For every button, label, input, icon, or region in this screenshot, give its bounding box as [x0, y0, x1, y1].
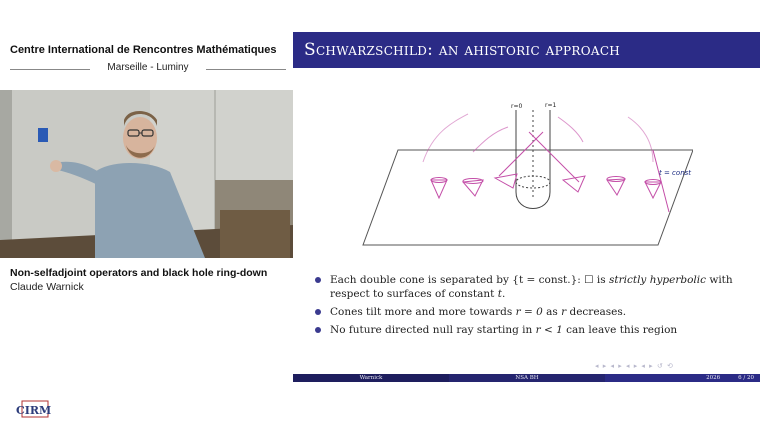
spacetime-diagram: [353, 102, 693, 252]
speaker-video-frame: [0, 90, 293, 258]
talk-title: Non-selfadjoint operators and black hole ring-down: [10, 267, 268, 279]
light-cones: [423, 114, 669, 212]
slide-header: [293, 32, 760, 68]
math-expr: r = 0: [515, 306, 543, 318]
math-expr: {t = const.}: [512, 274, 578, 286]
bullet-1: [315, 273, 755, 301]
hypersurface-plane: [363, 150, 693, 245]
math-expr: r < 1: [535, 324, 563, 336]
presentation-slide: [293, 32, 760, 382]
bullet-text: Cones tilt more and more towards: [330, 306, 516, 318]
beamer-nav-icons[interactable]: ◂ ▸ ◂ ▸ ◂ ▸ ◂ ▸ ↺ ⟲: [595, 362, 674, 370]
bullet-text: with respect to surfaces of constant: [330, 274, 733, 300]
bullet-text: can leave this region: [562, 324, 678, 336]
footer-right: [605, 374, 760, 382]
slide-title: Schwarzschild: an ahistoric approach: [304, 40, 621, 60]
speaker-name: Claude Warnick: [10, 281, 84, 293]
bullet-dot: [315, 327, 321, 333]
bullet-text: No future directed null ray starting in: [330, 324, 536, 336]
bullet-text: .: [501, 288, 506, 300]
cylinder: [516, 110, 550, 209]
footer-author: Warnick: [293, 374, 449, 382]
speaker-video[interactable]: [0, 90, 293, 258]
sign-icon: [38, 128, 48, 142]
bullet-2: [315, 305, 755, 319]
logo-text: CIRM: [16, 404, 52, 417]
footer-year: 2026: [706, 375, 721, 381]
bullet-dot: [315, 277, 321, 283]
bullet-text: : ☐ is: [577, 274, 609, 286]
math-expr: t: [497, 288, 502, 300]
org-subtitle-row: [10, 62, 286, 76]
footer-page: 6 / 20: [738, 375, 754, 381]
org-subtitle: Marseille - Luminy: [107, 62, 189, 73]
bullet-3: [315, 323, 755, 337]
bullet-list: [315, 273, 755, 341]
cirm-logo-icon: [14, 398, 58, 420]
label-t-const: t = const: [659, 169, 692, 177]
bullet-text: Each double cone is separated by: [330, 274, 513, 286]
bullet-dot: [315, 309, 321, 315]
footer-title: NSA BH: [449, 374, 605, 382]
math-expr: r: [561, 306, 567, 318]
org-title: Centre International de Rencontres Mathématiques: [10, 44, 277, 56]
label-r1: r=1: [545, 102, 557, 109]
conference-panel: [0, 0, 293, 427]
emphasis-text: strictly hyperbolic: [608, 274, 706, 286]
label-r0: r=0: [511, 103, 523, 110]
bullet-text: decreases.: [566, 306, 627, 318]
slide-footer: [293, 374, 760, 382]
bullet-text: as: [542, 306, 562, 318]
